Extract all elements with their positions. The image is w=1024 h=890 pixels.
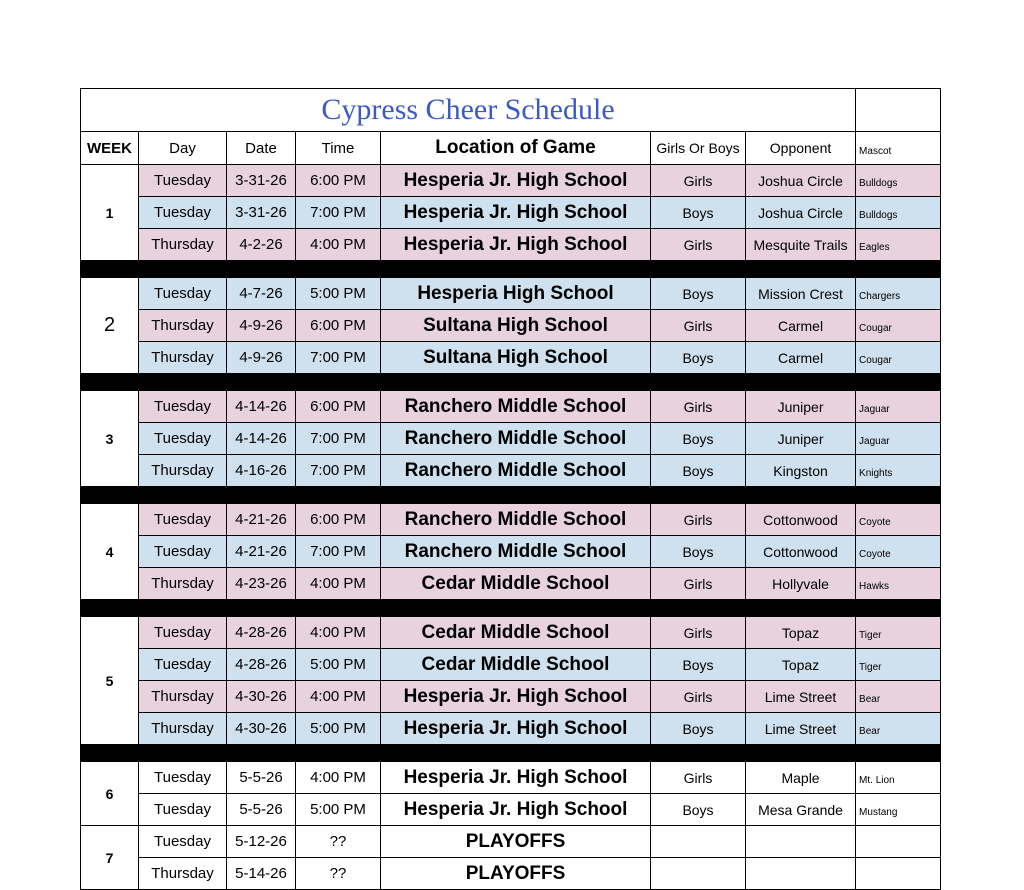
- separator-bar: [81, 374, 941, 391]
- team-cell: Boys: [651, 455, 746, 487]
- table-row: [81, 310, 941, 342]
- date-cell: 4-28-26: [227, 617, 296, 649]
- date-cell: 4-9-26: [227, 310, 296, 342]
- day-cell: Thursday: [139, 568, 227, 600]
- opponent-cell: Carmel: [746, 310, 856, 342]
- date-cell: 3-31-26: [227, 165, 296, 197]
- table-row: [81, 423, 941, 455]
- table-row: [81, 229, 941, 261]
- team-cell: Boys: [651, 713, 746, 745]
- team-cell: Boys: [651, 423, 746, 455]
- time-cell: 7:00 PM: [296, 536, 381, 568]
- mascot-cell: Cougar: [856, 342, 941, 374]
- time-cell: 7:00 PM: [296, 197, 381, 229]
- time-cell: 6:00 PM: [296, 504, 381, 536]
- page-title: [81, 89, 856, 132]
- opponent-cell: Maple: [746, 762, 856, 794]
- day-cell: Tuesday: [139, 826, 227, 858]
- table-row: [81, 455, 941, 487]
- mascot-cell: Knights: [856, 455, 941, 487]
- table-row: [81, 762, 941, 794]
- team-cell: Boys: [651, 197, 746, 229]
- day-cell: Thursday: [139, 310, 227, 342]
- time-cell: 4:00 PM: [296, 568, 381, 600]
- week-number: 1: [81, 165, 139, 261]
- date-cell: 4-21-26: [227, 536, 296, 568]
- location-cell: Hesperia Jr. High School: [381, 681, 651, 713]
- header-mascot: Mascot: [856, 132, 941, 165]
- table-row: [81, 165, 941, 197]
- week-number: 5: [81, 617, 139, 745]
- date-cell: 4-21-26: [227, 504, 296, 536]
- day-cell: Tuesday: [139, 762, 227, 794]
- day-cell: Thursday: [139, 713, 227, 745]
- opponent-cell: Joshua Circle: [746, 165, 856, 197]
- table-row: [81, 681, 941, 713]
- time-cell: 5:00 PM: [296, 713, 381, 745]
- schedule-table: [80, 88, 941, 890]
- day-cell: Tuesday: [139, 423, 227, 455]
- header-opponent: Opponent: [746, 132, 856, 165]
- table-row: [81, 713, 941, 745]
- mascot-cell: Bear: [856, 681, 941, 713]
- header-location: Location of Game: [381, 132, 651, 165]
- mascot-cell: Bulldogs: [856, 197, 941, 229]
- day-cell: Tuesday: [139, 649, 227, 681]
- opponent-cell: Carmel: [746, 342, 856, 374]
- opponent-cell: Lime Street: [746, 681, 856, 713]
- opponent-cell: Juniper: [746, 423, 856, 455]
- week-separator: [81, 600, 941, 617]
- date-cell: 4-2-26: [227, 229, 296, 261]
- location-cell: Hesperia Jr. High School: [381, 197, 651, 229]
- time-cell: 7:00 PM: [296, 455, 381, 487]
- mascot-cell: Chargers: [856, 278, 941, 310]
- time-cell: 7:00 PM: [296, 423, 381, 455]
- table-row: [81, 278, 941, 310]
- team-cell: Girls: [651, 165, 746, 197]
- team-cell: Girls: [651, 229, 746, 261]
- separator-bar: [81, 745, 941, 762]
- day-cell: Tuesday: [139, 165, 227, 197]
- day-cell: Thursday: [139, 858, 227, 890]
- mascot-cell: Mustang: [856, 794, 941, 826]
- opponent-cell: Hollyvale: [746, 568, 856, 600]
- team-cell: Boys: [651, 794, 746, 826]
- mascot-cell: Cougar: [856, 310, 941, 342]
- week-separator: [81, 261, 941, 278]
- date-cell: 3-31-26: [227, 197, 296, 229]
- time-cell: 4:00 PM: [296, 681, 381, 713]
- location-cell: Ranchero Middle School: [381, 455, 651, 487]
- date-cell: 4-30-26: [227, 681, 296, 713]
- separator-bar: [81, 600, 941, 617]
- time-cell: 5:00 PM: [296, 649, 381, 681]
- header-week: WEEK: [81, 132, 139, 165]
- time-cell: ??: [296, 858, 381, 890]
- location-cell: Hesperia Jr. High School: [381, 165, 651, 197]
- day-cell: Thursday: [139, 229, 227, 261]
- mascot-cell: Eagles: [856, 229, 941, 261]
- time-cell: 7:00 PM: [296, 342, 381, 374]
- team-cell: Boys: [651, 649, 746, 681]
- date-cell: 4-28-26: [227, 649, 296, 681]
- table-row: [81, 197, 941, 229]
- week-number: 6: [81, 762, 139, 826]
- separator-bar: [81, 487, 941, 504]
- mascot-cell: Coyote: [856, 504, 941, 536]
- title-row: [81, 89, 941, 132]
- day-cell: Tuesday: [139, 536, 227, 568]
- opponent-cell: Juniper: [746, 391, 856, 423]
- time-cell: 5:00 PM: [296, 794, 381, 826]
- header-date: Date: [227, 132, 296, 165]
- day-cell: Thursday: [139, 681, 227, 713]
- opponent-cell: Topaz: [746, 649, 856, 681]
- time-cell: 4:00 PM: [296, 229, 381, 261]
- mascot-cell: Bear: [856, 713, 941, 745]
- table-row: [81, 536, 941, 568]
- day-cell: Tuesday: [139, 278, 227, 310]
- table-row: [81, 568, 941, 600]
- mascot-cell: Tiger: [856, 617, 941, 649]
- location-cell: PLAYOFFS: [381, 826, 651, 858]
- opponent-cell: [746, 826, 856, 858]
- location-cell: Ranchero Middle School: [381, 423, 651, 455]
- team-cell: Boys: [651, 536, 746, 568]
- opponent-cell: Joshua Circle: [746, 197, 856, 229]
- table-row: [81, 794, 941, 826]
- location-cell: Cedar Middle School: [381, 568, 651, 600]
- date-cell: 4-14-26: [227, 391, 296, 423]
- location-cell: Ranchero Middle School: [381, 536, 651, 568]
- day-cell: Tuesday: [139, 504, 227, 536]
- opponent-cell: Lime Street: [746, 713, 856, 745]
- table-row: [81, 617, 941, 649]
- week-number: 3: [81, 391, 139, 487]
- mascot-cell: Hawks: [856, 568, 941, 600]
- location-cell: Ranchero Middle School: [381, 504, 651, 536]
- team-cell: Girls: [651, 681, 746, 713]
- table-row: [81, 504, 941, 536]
- team-cell: Girls: [651, 391, 746, 423]
- date-cell: 5-12-26: [227, 826, 296, 858]
- location-cell: Sultana High School: [381, 342, 651, 374]
- separator-bar: [81, 261, 941, 278]
- header-row: [81, 132, 941, 165]
- opponent-cell: Mesquite Trails: [746, 229, 856, 261]
- team-cell: Boys: [651, 342, 746, 374]
- time-cell: 5:00 PM: [296, 278, 381, 310]
- date-cell: 4-7-26: [227, 278, 296, 310]
- week-number: 4: [81, 504, 139, 600]
- table-row: [81, 342, 941, 374]
- title-blank-cell: [856, 89, 941, 132]
- table-row: [81, 391, 941, 423]
- opponent-cell: Topaz: [746, 617, 856, 649]
- opponent-cell: Mesa Grande: [746, 794, 856, 826]
- time-cell: 6:00 PM: [296, 310, 381, 342]
- date-cell: 4-30-26: [227, 713, 296, 745]
- date-cell: 4-9-26: [227, 342, 296, 374]
- schedule-sheet: [80, 88, 940, 890]
- date-cell: 5-5-26: [227, 794, 296, 826]
- team-cell: [651, 826, 746, 858]
- week-separator: [81, 374, 941, 391]
- opponent-cell: Cottonwood: [746, 536, 856, 568]
- mascot-cell: Tiger: [856, 649, 941, 681]
- mascot-cell: Jaguar: [856, 391, 941, 423]
- date-cell: 4-14-26: [227, 423, 296, 455]
- opponent-cell: Kingston: [746, 455, 856, 487]
- team-cell: Boys: [651, 278, 746, 310]
- mascot-cell: Jaguar: [856, 423, 941, 455]
- team-cell: Girls: [651, 504, 746, 536]
- location-cell: PLAYOFFS: [381, 858, 651, 890]
- header-day: Day: [139, 132, 227, 165]
- location-cell: Hesperia High School: [381, 278, 651, 310]
- week-number: 2: [81, 278, 139, 374]
- time-cell: 6:00 PM: [296, 165, 381, 197]
- day-cell: Tuesday: [139, 197, 227, 229]
- week-number: 7: [81, 826, 139, 890]
- time-cell: 4:00 PM: [296, 617, 381, 649]
- date-cell: 5-5-26: [227, 762, 296, 794]
- location-cell: Hesperia Jr. High School: [381, 229, 651, 261]
- mascot-cell: Coyote: [856, 536, 941, 568]
- header-time: Time: [296, 132, 381, 165]
- table-row: [81, 826, 941, 858]
- location-cell: Cedar Middle School: [381, 649, 651, 681]
- week-separator: [81, 745, 941, 762]
- date-cell: 5-14-26: [227, 858, 296, 890]
- opponent-cell: Cottonwood: [746, 504, 856, 536]
- header-girls-boys: Girls Or Boys: [651, 132, 746, 165]
- day-cell: Tuesday: [139, 617, 227, 649]
- mascot-cell: [856, 826, 941, 858]
- location-cell: Hesperia Jr. High School: [381, 762, 651, 794]
- location-cell: Hesperia Jr. High School: [381, 794, 651, 826]
- table-row: [81, 649, 941, 681]
- location-cell: Ranchero Middle School: [381, 391, 651, 423]
- day-cell: Tuesday: [139, 794, 227, 826]
- mascot-cell: Bulldogs: [856, 165, 941, 197]
- day-cell: Thursday: [139, 455, 227, 487]
- opponent-cell: Mission Crest: [746, 278, 856, 310]
- time-cell: 4:00 PM: [296, 762, 381, 794]
- date-cell: 4-16-26: [227, 455, 296, 487]
- team-cell: Girls: [651, 568, 746, 600]
- time-cell: 6:00 PM: [296, 391, 381, 423]
- team-cell: Girls: [651, 310, 746, 342]
- time-cell: ??: [296, 826, 381, 858]
- team-cell: Girls: [651, 617, 746, 649]
- week-separator: [81, 487, 941, 504]
- location-cell: Hesperia Jr. High School: [381, 713, 651, 745]
- date-cell: 4-23-26: [227, 568, 296, 600]
- day-cell: Thursday: [139, 342, 227, 374]
- page-title-text: Cypress Cheer Schedule: [321, 93, 615, 126]
- mascot-cell: Mt. Lion: [856, 762, 941, 794]
- location-cell: Sultana High School: [381, 310, 651, 342]
- location-cell: Cedar Middle School: [381, 617, 651, 649]
- day-cell: Tuesday: [139, 391, 227, 423]
- team-cell: Girls: [651, 762, 746, 794]
